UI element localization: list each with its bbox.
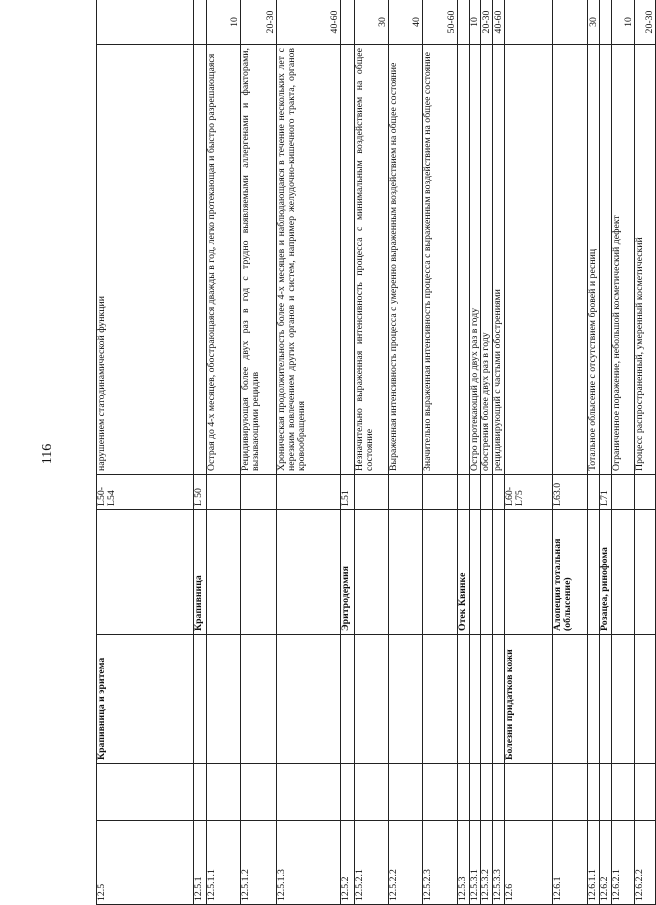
row-icd-code: L63.0 xyxy=(553,475,588,510)
blank-cell xyxy=(481,764,493,821)
row-icd-code xyxy=(389,475,423,510)
row-score: 40-60 xyxy=(493,0,505,45)
row-group xyxy=(194,635,207,764)
row-icd-code xyxy=(635,475,656,510)
row-group xyxy=(355,635,389,764)
row-group xyxy=(612,635,635,764)
row-code: 12.5.2 xyxy=(341,821,355,905)
table-row xyxy=(505,0,553,905)
row-score: 20-30 xyxy=(481,0,493,45)
row-score: 10 xyxy=(207,0,241,45)
row-disease: Эритродермия xyxy=(341,510,355,635)
table-row xyxy=(97,0,194,905)
row-score: 20-30 xyxy=(241,0,277,45)
row-code: 12.5.2.2 xyxy=(389,821,423,905)
row-disease xyxy=(635,510,656,635)
table-row xyxy=(635,0,656,905)
row-score xyxy=(553,0,588,45)
row-group xyxy=(588,635,600,764)
row-description xyxy=(505,45,553,475)
row-score xyxy=(194,0,207,45)
page-number: 116 xyxy=(40,443,56,465)
table-row xyxy=(194,0,207,905)
row-icd-code xyxy=(277,475,341,510)
row-score: 40-60 xyxy=(277,0,341,45)
row-description xyxy=(194,45,207,475)
row-disease xyxy=(389,510,423,635)
blank-cell xyxy=(612,764,635,821)
row-icd-code xyxy=(207,475,241,510)
row-score xyxy=(341,0,355,45)
row-score: 40 xyxy=(389,0,423,45)
row-disease: Отек Квинке xyxy=(458,510,470,635)
row-icd-code xyxy=(423,475,458,510)
row-score xyxy=(600,0,612,45)
blank-cell xyxy=(97,764,194,821)
row-group xyxy=(241,635,277,764)
table-row xyxy=(341,0,355,905)
row-group xyxy=(493,635,505,764)
row-code: 12.6 xyxy=(505,821,553,905)
blank-cell xyxy=(194,764,207,821)
blank-cell xyxy=(277,764,341,821)
table-row xyxy=(493,0,505,905)
row-group: Болезни придатков кожи xyxy=(505,635,553,764)
row-group xyxy=(470,635,481,764)
row-group xyxy=(481,635,493,764)
row-disease xyxy=(207,510,241,635)
row-description xyxy=(600,45,612,475)
row-group xyxy=(600,635,612,764)
row-icd-code xyxy=(470,475,481,510)
row-description xyxy=(553,45,588,475)
row-group xyxy=(277,635,341,764)
table-row xyxy=(470,0,481,905)
row-code: 12.5 xyxy=(97,821,194,905)
row-description: нарушением статодинамической функции xyxy=(97,45,194,475)
row-description xyxy=(458,45,470,475)
table-row xyxy=(481,0,493,905)
table-row xyxy=(423,0,458,905)
row-disease xyxy=(97,510,194,635)
row-icd-code xyxy=(458,475,470,510)
row-disease xyxy=(277,510,341,635)
row-group xyxy=(389,635,423,764)
blank-cell xyxy=(505,764,553,821)
row-code: 12.5.3 xyxy=(458,821,470,905)
row-description: Тотальное облысение с отсутствием бровей и ресниц xyxy=(588,45,600,475)
row-disease xyxy=(493,510,505,635)
rotated-table-scan xyxy=(96,0,655,905)
row-disease xyxy=(423,510,458,635)
blank-cell xyxy=(600,764,612,821)
table-row xyxy=(458,0,470,905)
table-row xyxy=(277,0,341,905)
row-code: 12.5.3.1 xyxy=(470,821,481,905)
row-description: Остро протекающий до двух раз в году xyxy=(470,45,481,475)
row-description: обострения более двух раз в году xyxy=(481,45,493,475)
row-code: 12.5.1.1 xyxy=(207,821,241,905)
table-row xyxy=(612,0,635,905)
row-description: рецидивирующий с частыми обострениями xyxy=(493,45,505,475)
row-code: 12.6.2.2 xyxy=(635,821,656,905)
row-icd-code: L 50 xyxy=(194,475,207,510)
row-code: 12.5.1.2 xyxy=(241,821,277,905)
blank-cell xyxy=(493,764,505,821)
table-row xyxy=(588,0,600,905)
blank-cell xyxy=(635,764,656,821)
blank-cell xyxy=(341,764,355,821)
blank-cell xyxy=(241,764,277,821)
row-icd-code xyxy=(241,475,277,510)
row-code: 12.6.1 xyxy=(553,821,588,905)
row-disease xyxy=(481,510,493,635)
row-group: Крапивница и эритема xyxy=(97,635,194,764)
row-icd-code xyxy=(493,475,505,510)
row-group xyxy=(553,635,588,764)
row-description: Острая до 4-х месяцев, обострающаяся дважды в год, легко протекающая и быстро разрешающаяся xyxy=(207,45,241,475)
table-row xyxy=(389,0,423,905)
row-disease xyxy=(612,510,635,635)
row-disease: Алопеция тотальная (облысение) xyxy=(553,510,588,635)
blank-cell xyxy=(553,764,588,821)
row-code: 12.6.2 xyxy=(600,821,612,905)
blank-cell xyxy=(389,764,423,821)
row-code: 12.6.2.1 xyxy=(612,821,635,905)
row-description: Хроническая продолжительность более 4-х месяцев и наблюдающаяся в течение нескольких лет с нерезким вовлечением других органов и систем, например желудочно-кишечного тракта, органов кровообращения xyxy=(277,45,341,475)
table-row xyxy=(241,0,277,905)
row-score: 20-30 xyxy=(635,0,656,45)
row-disease xyxy=(355,510,389,635)
row-score: 50-60 xyxy=(423,0,458,45)
row-code: 12.5.2.1 xyxy=(355,821,389,905)
row-icd-code: L51 xyxy=(341,475,355,510)
row-group xyxy=(207,635,241,764)
row-disease xyxy=(470,510,481,635)
row-icd-code xyxy=(588,475,600,510)
row-code: 12.5.3.3 xyxy=(493,821,505,905)
row-description: Незначительно выраженная интенсивность процесса с минимальным воздействием на общее состояние xyxy=(355,45,389,475)
blank-cell xyxy=(470,764,481,821)
row-description: Выраженная интенсивность процесса с умеренно выраженным воздействием на общее состояние xyxy=(389,45,423,475)
row-icd-code xyxy=(355,475,389,510)
row-disease xyxy=(505,510,553,635)
row-description: Ограниченное поражение, небольшой косметический дефект xyxy=(612,45,635,475)
table-row xyxy=(207,0,241,905)
row-score: 30 xyxy=(588,0,600,45)
blank-cell xyxy=(588,764,600,821)
blank-cell xyxy=(458,764,470,821)
row-score xyxy=(458,0,470,45)
row-icd-code: L60-L75 xyxy=(505,475,553,510)
row-score: 30 xyxy=(355,0,389,45)
row-description xyxy=(341,45,355,475)
blank-cell xyxy=(355,764,389,821)
row-score xyxy=(505,0,553,45)
row-description: Значительно выраженная интенсивность процесса с выраженным воздействием на общее состояние xyxy=(423,45,458,475)
row-score: 10 xyxy=(470,0,481,45)
row-icd-code xyxy=(612,475,635,510)
row-disease: Розацеа, ринофома xyxy=(600,510,612,635)
table-row xyxy=(553,0,588,905)
table-body xyxy=(97,0,656,905)
row-score xyxy=(97,0,194,45)
row-code: 12.6.1.1 xyxy=(588,821,600,905)
row-disease: Крапивница xyxy=(194,510,207,635)
row-group xyxy=(635,635,656,764)
row-code: 12.5.2.3 xyxy=(423,821,458,905)
row-icd-code: L71 xyxy=(600,475,612,510)
row-code: 12.5.1 xyxy=(194,821,207,905)
disability-criteria-table xyxy=(96,0,656,905)
row-description: Рецидивирующая более двух раз в год с трудно выявляемыми аллергенами и факторами, вызывающими рецидив xyxy=(241,45,277,475)
blank-cell xyxy=(207,764,241,821)
row-icd-code xyxy=(481,475,493,510)
row-disease xyxy=(588,510,600,635)
row-code: 12.5.1.3 xyxy=(277,821,341,905)
row-icd-code: L50-L54 xyxy=(97,475,194,510)
row-code: 12.5.3.2 xyxy=(481,821,493,905)
blank-cell xyxy=(423,764,458,821)
row-disease xyxy=(241,510,277,635)
row-group xyxy=(458,635,470,764)
row-group xyxy=(341,635,355,764)
row-description: Процесс распространенный, умеренный косметический xyxy=(635,45,656,475)
table-row xyxy=(355,0,389,905)
table-rotator xyxy=(96,0,655,905)
table-row xyxy=(600,0,612,905)
row-group xyxy=(423,635,458,764)
row-score: 10 xyxy=(612,0,635,45)
